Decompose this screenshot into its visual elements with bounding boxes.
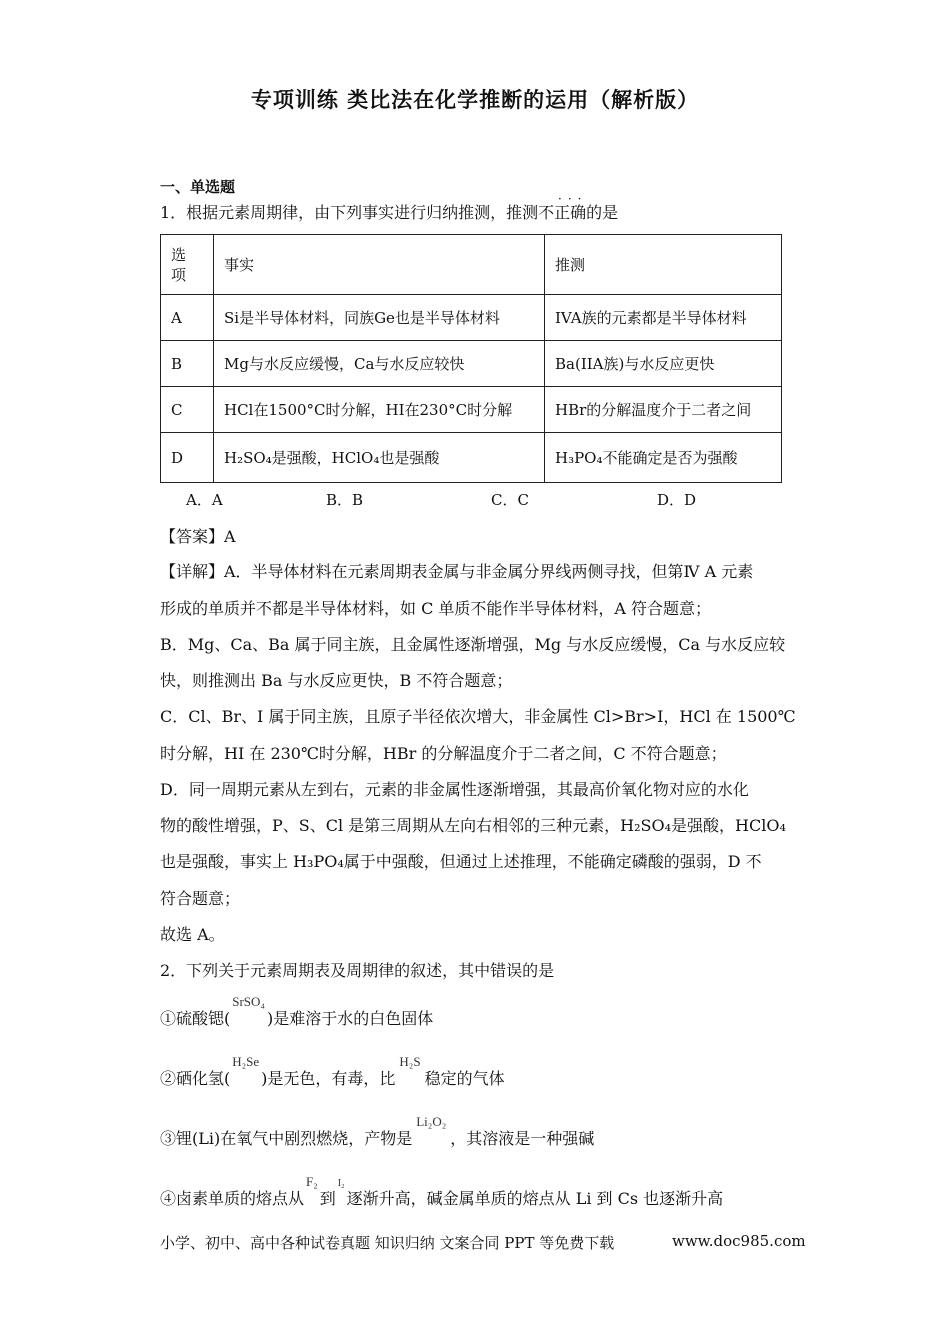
footer-url: www.doc985.com — [672, 1232, 806, 1250]
detail-line: 【详解】A．半导体材料在元素周期表金属与非金属分界线两侧寻找，但第Ⅳ A 元素 — [160, 562, 754, 581]
q1-answer: 【答案】A — [160, 527, 236, 546]
row-option: A — [161, 295, 214, 341]
table-header-row — [161, 235, 782, 295]
choice-a: A．A — [186, 491, 223, 509]
formula-i2: I₂ — [337, 1178, 345, 1189]
detail-line: 故选 A。 — [160, 925, 225, 944]
row-fact: HCl在1500°C时分解，HI在230°C时分解 — [214, 387, 545, 433]
detail-line: B．Mg、Ca、Ba 属于同主族，且金属性逐渐增强，Mg 与水反应缓慢，Ca 与水反应较 — [160, 635, 786, 654]
q2-item-4: ④卤素单质的熔点从$^{F_2}$到$^{I_2}$逐渐升高，碱金属单质的熔点从 Li 到 Cs 也逐渐升高 — [160, 1174, 724, 1208]
formula-li2o2: Li₂O₂ — [416, 1114, 447, 1129]
q2-item-3: ③锂(Li)在氧气中剧烈燃烧，产物是$^{Li_2O_2}$，其溶液是一种强碱 — [160, 1114, 595, 1148]
row-option: B — [161, 341, 214, 387]
detail-line: 符合题意； — [160, 889, 241, 908]
detail-line: 时分解，HI 在 230℃时分解，HBr 的分解温度介于二者之间，C 不符合题意； — [160, 744, 727, 763]
facts-table — [160, 234, 782, 483]
formula-h2se: H₂Se — [232, 1054, 260, 1069]
detail-line: 也是强酸，事实上 H₃PO₄属于中强酸，但通过上述推理，不能确定磷酸的强弱，D 不 — [160, 852, 762, 871]
detail-line: 快，则推测出 Ba 与水反应更快，B 不符合题意； — [160, 671, 513, 690]
row-fact: Mg与水反应缓慢，Ca与水反应较快 — [214, 341, 545, 387]
formula-h2s: H₂S — [399, 1054, 421, 1069]
emphasis-dots: ··· — [558, 192, 588, 206]
detail-line: 形成的单质并不都是半导体材料，如 C 单质不能作半导体材料，A 符合题意； — [160, 599, 712, 618]
formula-f2: F₂ — [306, 1174, 318, 1189]
q2-item-2: ②硒化氢($^{H_2Se}$)是无色，有毒，比$^{H_2S}$稳定的气体 — [160, 1054, 505, 1088]
section-heading: 一、单选题 — [160, 178, 236, 196]
choice-c: C．C — [491, 491, 529, 509]
q2-item-1: ①硫酸锶($^{SrSO_4}$)是难溶于水的白色固体 — [160, 994, 434, 1028]
table-row — [161, 387, 782, 433]
row-option: D — [161, 433, 214, 483]
table-row — [161, 295, 782, 341]
row-inference: IVA族的元素都是半导体材料 — [545, 295, 782, 341]
table-row — [161, 433, 782, 483]
header-inference: 推测 — [545, 235, 782, 295]
footer-text: 小学、初中、高中各种试卷真题 知识归纳 文案合同 PPT 等免费下载 — [160, 1234, 615, 1252]
row-inference: H₃PO₄不能确定是否为强酸 — [545, 433, 782, 483]
choice-d: D．D — [657, 491, 697, 509]
row-option: C — [161, 387, 214, 433]
row-fact: H₂SO₄是强酸，HClO₄也是强酸 — [214, 433, 545, 483]
detail-line: 物的酸性增强，P、S、Cl 是第三周期从左向右相邻的三种元素，H₂SO₄是强酸，HClO₄ — [160, 816, 786, 835]
header-fact: 事实 — [214, 235, 545, 295]
formula-srso4: SrSO₄ — [232, 994, 265, 1009]
table-row — [161, 341, 782, 387]
header-option: 选项 — [161, 235, 214, 295]
detail-line: D．同一周期元素从左到右，元素的非金属性逐渐增强，其最高价氧化物对应的水化 — [160, 780, 749, 799]
q2-stem: 2．下列关于元素周期表及周期律的叙述，其中错误的是 — [160, 961, 555, 980]
detail-line: C．Cl、Br、I 属于同主族，且原子半径依次增大，非金属性 Cl>Br>I，HCl 在 1500℃ — [160, 707, 796, 726]
page-title: 专项训练 类比法在化学推断的运用（解析版） — [250, 87, 700, 112]
row-fact: Si是半导体材料，同族Ge也是半导体材料 — [214, 295, 545, 341]
row-inference: Ba(IIA族)与水反应更快 — [545, 341, 782, 387]
q1-stem: 1．根据元素周期律，由下列事实进行归纳推测，推测不正确的是 — [160, 203, 619, 222]
choice-b: B．B — [326, 491, 364, 509]
row-inference: HBr的分解温度介于二者之间 — [545, 387, 782, 433]
